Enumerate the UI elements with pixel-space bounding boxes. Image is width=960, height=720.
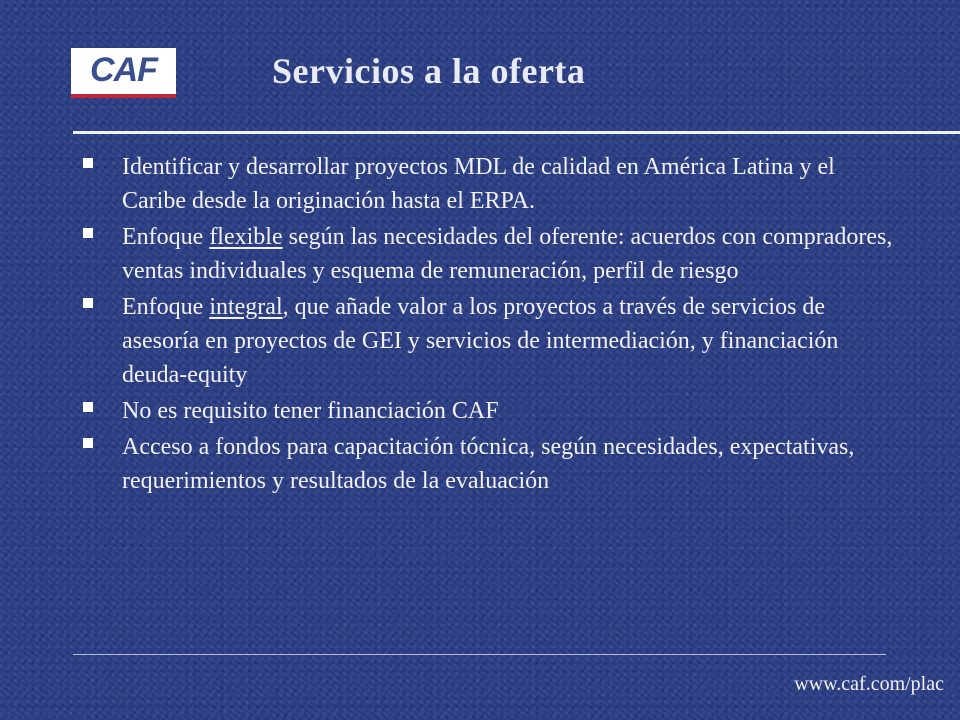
footer-url: www.caf.com/plac: [794, 673, 944, 695]
bullet-text-after: , que añade valor a los proyectos a través de servicios de asesoría en proyectos de GEI y servicios de intermediación, y financiación deuda-equity: [122, 294, 839, 388]
square-bullet-icon: [83, 228, 93, 238]
bullet-item: [80, 220, 900, 288]
logo-red-bar: [71, 94, 176, 98]
title-divider: [73, 131, 960, 134]
bullet-item: [80, 290, 900, 392]
bullet-text: Acceso a fondos para capacitación tócnica, según necesidades, expectativas, requerimientos y resultados de la evaluación: [122, 434, 855, 494]
logo-text: CAF: [90, 51, 157, 89]
bullet-item: [80, 394, 900, 428]
bullet-item: [80, 150, 900, 218]
square-bullet-icon: [83, 438, 93, 448]
bullet-emphasis: integral: [209, 294, 283, 320]
bullet-text: No es requisito tener financiación CAF: [122, 398, 499, 424]
square-bullet-icon: [83, 402, 93, 412]
slide-title: Servicios a la oferta: [272, 51, 586, 91]
square-bullet-icon: [83, 298, 93, 308]
bullet-text-before: Enfoque: [122, 224, 210, 250]
bullet-text-after: según las necesidades del oferente: acuerdos con compradores, ventas individuales y esquema de remuneración, perfil de riesgo: [122, 224, 893, 284]
caf-logo: [71, 48, 176, 98]
footer-divider: [73, 654, 886, 655]
bullet-item: [80, 430, 900, 498]
bullet-emphasis: flexible: [209, 224, 283, 250]
bullet-text-before: Enfoque: [122, 294, 210, 320]
bullet-text: Identificar y desarrollar proyectos MDL de calidad en América Latina y el Caribe desde la originación hasta el ERPA.: [122, 154, 835, 214]
bullet-list: [80, 150, 900, 500]
square-bullet-icon: [83, 158, 93, 168]
